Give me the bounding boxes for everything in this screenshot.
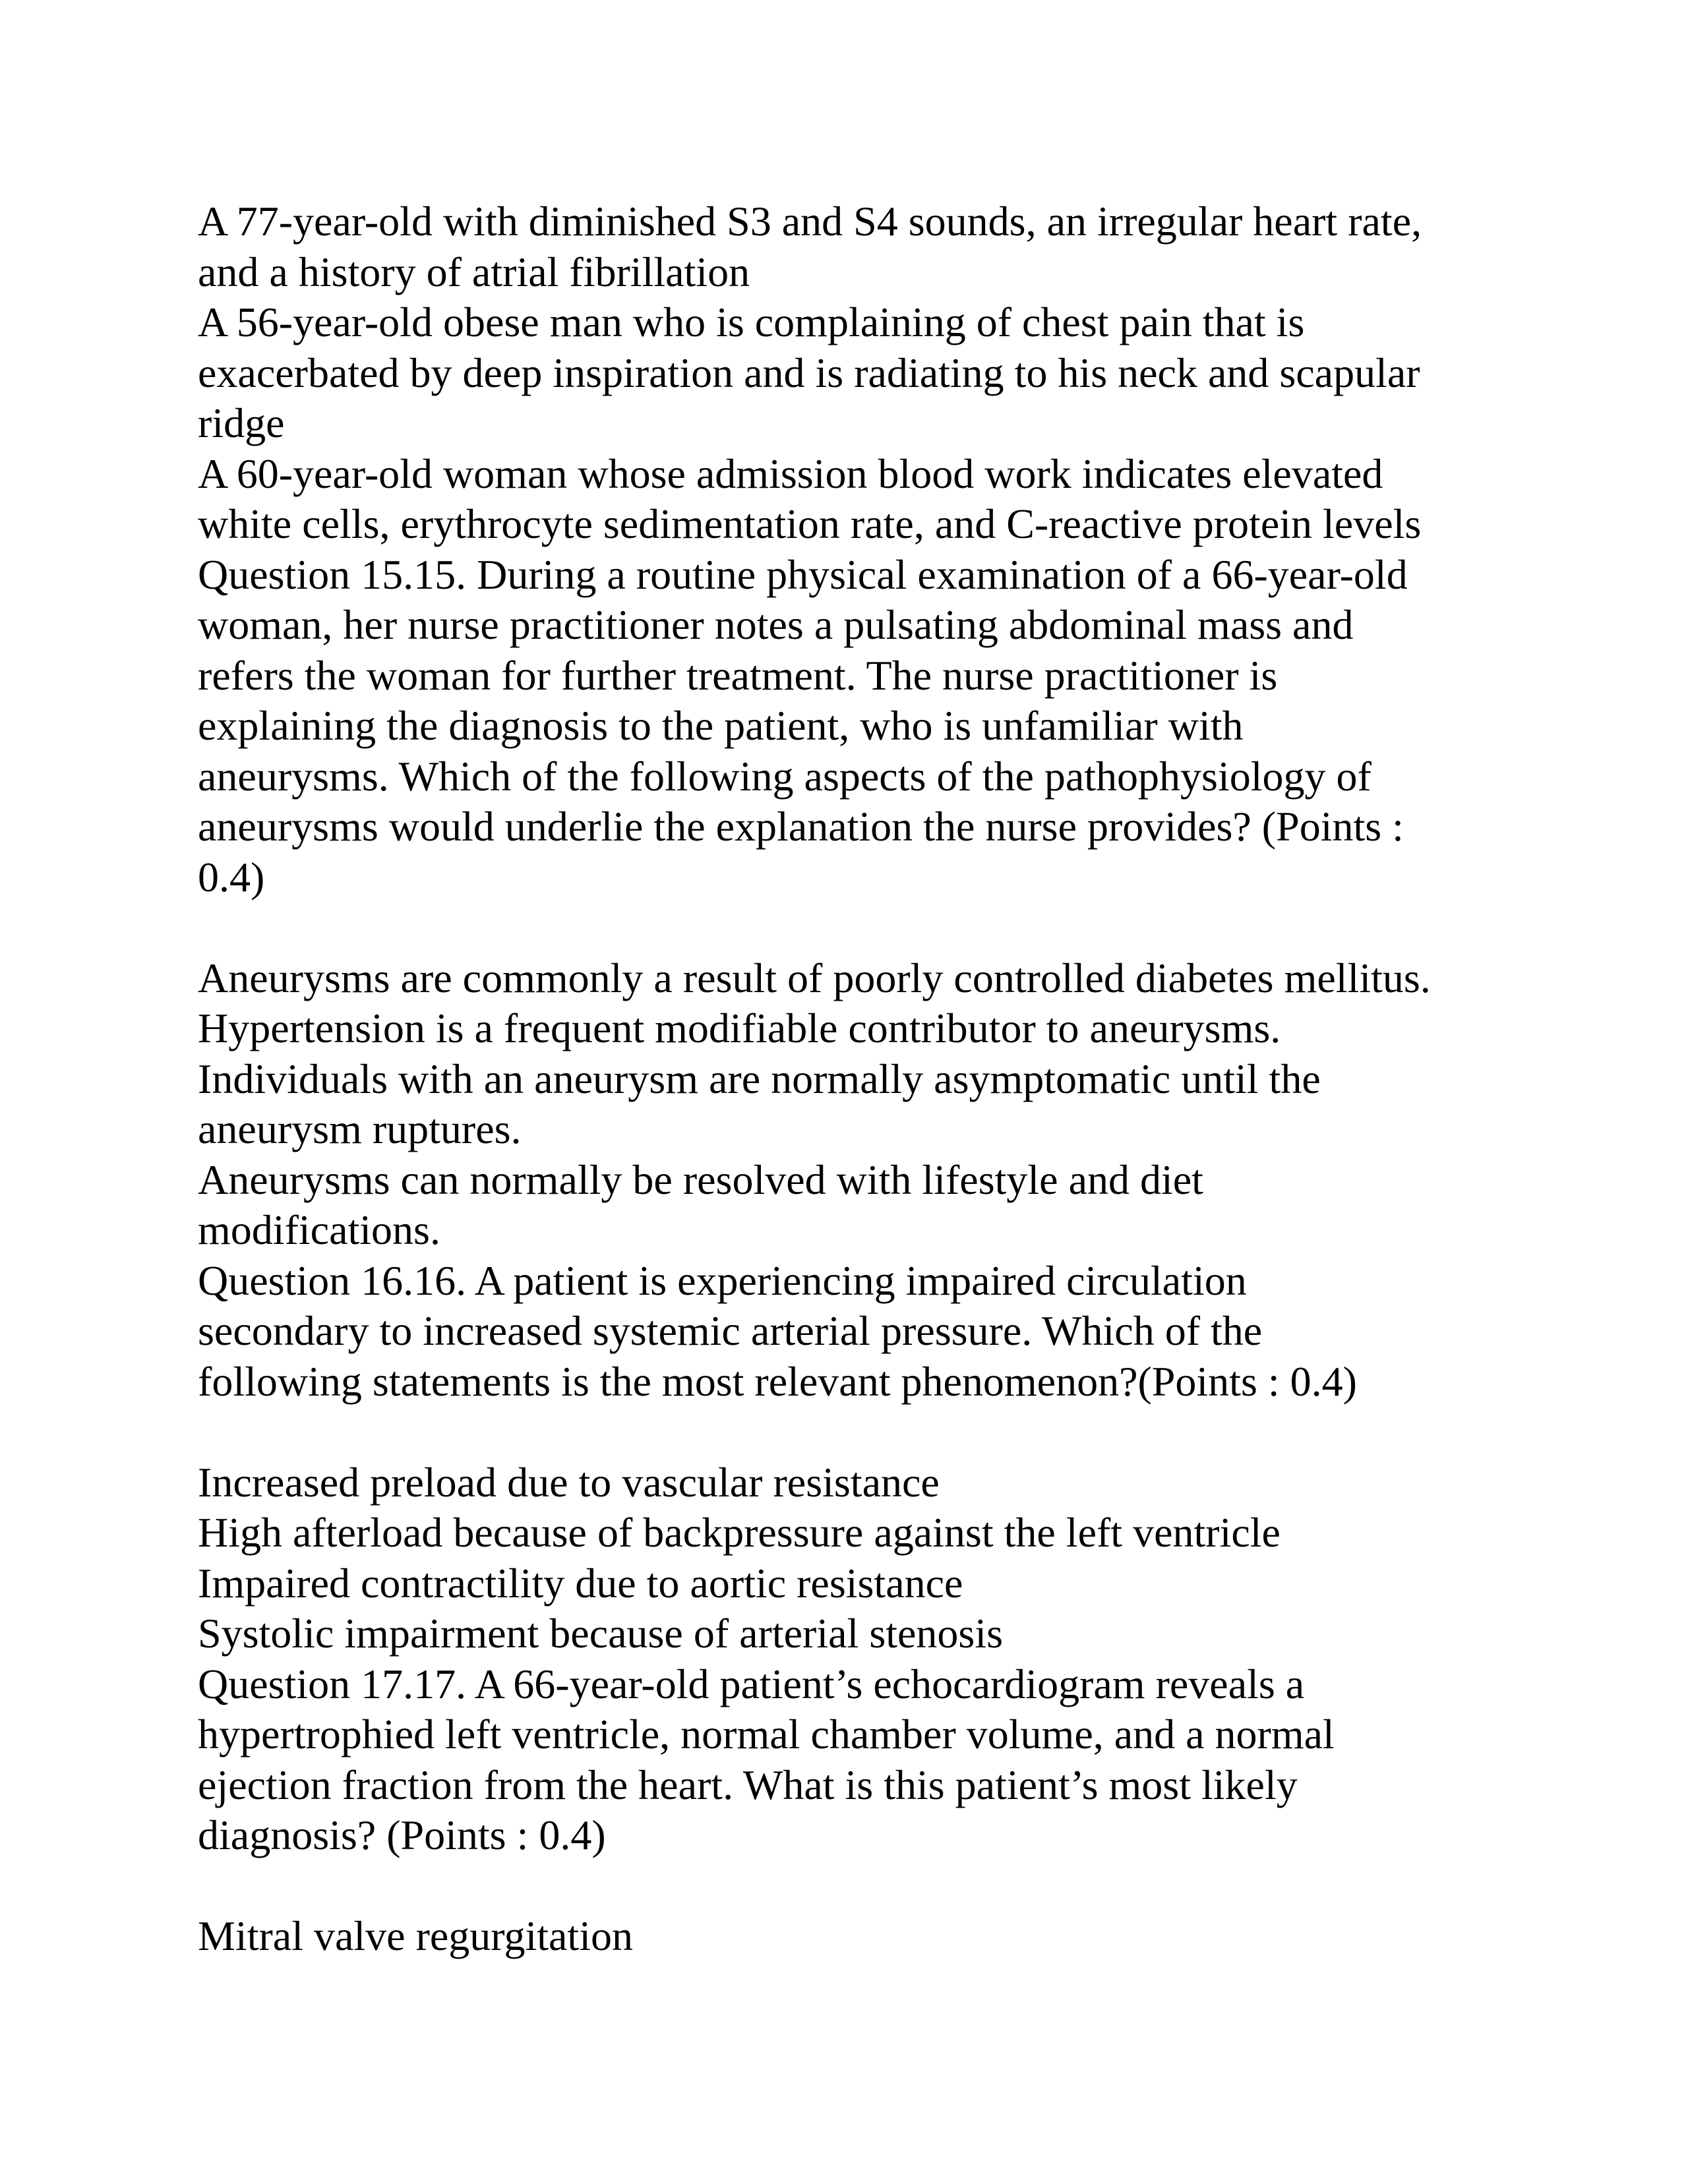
question-text (198, 1256, 1517, 1407)
question-text (198, 1659, 1517, 1861)
text-line: Aneurysms can normally be resolved with lifestyle and diet (198, 1156, 1203, 1203)
blank-line (198, 902, 1517, 953)
question-text (198, 550, 1517, 903)
text-line: secondary to increased systemic arterial pressure. Which of the (198, 1307, 1263, 1354)
text-line: modifications. (198, 1206, 440, 1253)
answer-option (198, 196, 1517, 297)
answer-option (198, 1155, 1517, 1256)
text-line: hypertrophied left ventricle, normal chamber volume, and a normal (198, 1711, 1335, 1757)
question-16 (198, 1256, 1517, 1659)
text-line: Aneurysms are commonly a result of poorly controlled diabetes mellitus. (198, 954, 1431, 1001)
text-line: ridge (198, 399, 285, 446)
text-line: Question 15.15. During a routine physical examination of a 66-year-old (198, 550, 1408, 598)
document-body (198, 196, 1517, 1962)
text-line: Individuals with an aneurysm are normally asymptomatic until the (198, 1055, 1321, 1102)
text-line: Increased preload due to vascular resistance (198, 1458, 940, 1506)
question-15 (198, 550, 1517, 1256)
text-line: A 77-year-old with diminished S3 and S4 sounds, an irregular heart rate, (198, 198, 1422, 245)
text-line: aneurysms would underlie the explanation the nurse provides? (Points : (198, 803, 1404, 850)
answer-option (198, 297, 1517, 449)
text-line: A 56-year-old obese man who is complaining of chest pain that is (198, 299, 1305, 345)
text-line: white cells, erythrocyte sedimentation rate, and C-reactive protein levels (198, 500, 1422, 547)
text-line: aneurysms. Which of the following aspects of the pathophysiology of (198, 752, 1372, 800)
answer-option (198, 1054, 1517, 1155)
text-line: High afterload because of backpressure against the left ventricle (198, 1509, 1281, 1556)
answer-option (198, 1911, 1517, 1962)
question-17 (198, 1659, 1517, 1962)
text-line: exacerbated by deep inspiration and is radiating to his neck and scapular (198, 349, 1420, 396)
text-line: A 60-year-old woman whose admission blood work indicates elevated (198, 450, 1383, 497)
text-line: 0.4) (198, 853, 265, 900)
text-line: diagnosis? (Points : 0.4) (198, 1812, 606, 1858)
text-line: and a history of atrial fibrillation (198, 248, 750, 295)
answer-option (198, 1508, 1517, 1558)
text-line: Impaired contractility due to aortic resistance (198, 1559, 963, 1607)
text-line: following statements is the most relevant phenomenon?(Points : 0.4) (198, 1357, 1357, 1405)
answer-option (198, 449, 1517, 550)
text-line: aneurysm ruptures. (198, 1106, 522, 1152)
answer-option (198, 1558, 1517, 1609)
text-line: refers the woman for further treatment. The nurse practitioner is (198, 651, 1278, 699)
text-line: Systolic impairment because of arterial stenosis (198, 1610, 1003, 1657)
text-line: explaining the diagnosis to the patient, who is unfamiliar with (198, 702, 1244, 749)
text-line: woman, her nurse practitioner notes a pulsating abdominal mass and (198, 601, 1354, 648)
answer-option (198, 1003, 1517, 1054)
answer-option (198, 1608, 1517, 1659)
text-line: Hypertension is a frequent modifiable contributor to aneurysms. (198, 1005, 1281, 1051)
blank-line (198, 1861, 1517, 1912)
text-line: Mitral valve regurgitation (198, 1912, 633, 1959)
blank-line (198, 1407, 1517, 1458)
answer-option (198, 953, 1517, 1004)
text-line: Question 17.17. A 66-year-old patient’s echocardiogram reveals a (198, 1660, 1305, 1707)
answer-option (198, 1458, 1517, 1508)
text-line: Question 16.16. A patient is experiencing impaired circulation (198, 1256, 1247, 1304)
text-line: ejection fraction from the heart. What is this patient’s most likely (198, 1761, 1298, 1808)
